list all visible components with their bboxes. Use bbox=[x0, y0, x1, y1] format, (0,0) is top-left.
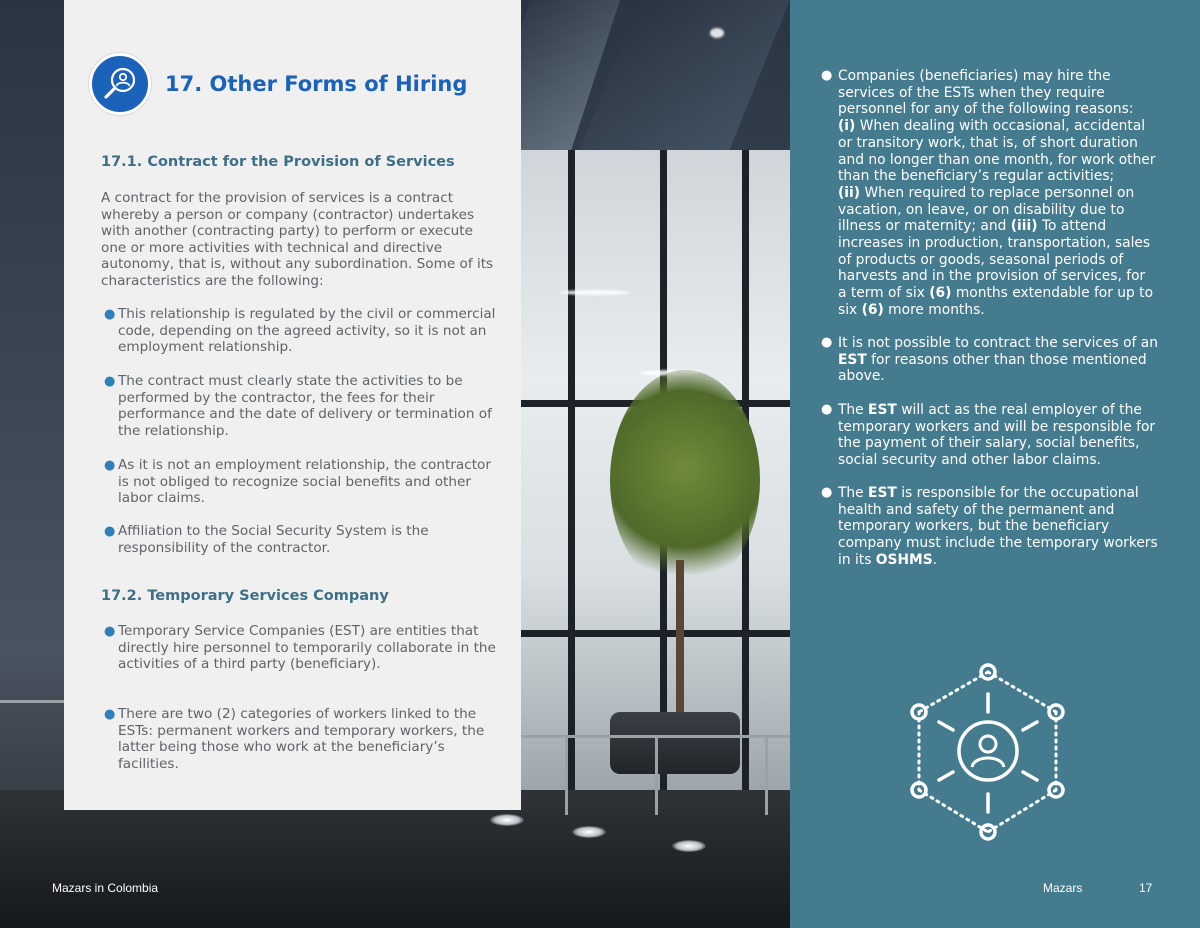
planter bbox=[610, 712, 740, 774]
floor bbox=[0, 790, 790, 928]
list-item: ● It is not possible to contract the services of an EST for reasons other than those mentioned above. bbox=[821, 335, 1158, 385]
tree bbox=[610, 370, 760, 590]
list-item: ● Companies (beneficiaries) may hire the services of the ESTs when they require personnel for any of the following reasons: (i) When dealing with occasional, accidental or transitory work, that is, of short duration and no longer than one month, for work other than the beneficiary’s regular activities; (ii) When required to replace personnel on vacation, on leave, or on disability due to illness or maternity; and (iii) To attend increases in production, transportation, sales of products or goods, seasonal periods of harvests and in the provision of services, for a term of six (6) months extendable for up to six (6) more months. bbox=[821, 68, 1156, 318]
list-item: ● There are two (2) categories of workers linked to the ESTs: permanent workers and temporary workers, the latter being those who work at the beneficiary’s facilities. bbox=[104, 706, 485, 772]
person-network-icon bbox=[903, 660, 1073, 845]
search-person-icon bbox=[89, 53, 151, 115]
list-item: ● Temporary Service Companies (EST) are entities that directly hire personnel to temporarily collaborate in the activities of a third party (beneficiary). bbox=[104, 623, 496, 673]
list-item: ● Affiliation to the Social Security System is the responsibility of the contractor. bbox=[104, 523, 429, 556]
page-title: 17. Other Forms of Hiring bbox=[165, 72, 468, 96]
list-item: ● The contract must clearly state the activities to be performed by the contractor, the fees for their performance and the date of delivery or termination of the relationship. bbox=[104, 373, 492, 439]
section-title-contract: 17.1. Contract for the Provision of Services bbox=[101, 154, 455, 170]
list-item: ● The EST will act as the real employer of the temporary workers and will be responsible for the payment of their salary, social benefits, social security and other labor claims. bbox=[821, 402, 1156, 469]
list-item: ● The EST is responsible for the occupational health and safety of the permanent and temporary workers, but the beneficiary company must include the temporary workers in its OSHMS. bbox=[821, 485, 1158, 568]
footer-brand: Mazars bbox=[1043, 881, 1083, 895]
page-number: 17 bbox=[1139, 881, 1153, 895]
footer-left: Mazars in Colombia bbox=[52, 881, 159, 895]
section-title-temporary: 17.2. Temporary Services Company bbox=[101, 588, 389, 604]
list-item: ● This relationship is regulated by the civil or commercial code, depending on the agreed activity, so it is not an employment relationship. bbox=[104, 306, 496, 356]
section-intro: A contract for the provision of services is a contract whereby a person or company (contractor) undertakes with another (contracting party) to perform or execute one or more activities with technical and directive autonomy, that is, without any subordination. Some of its characteristics are the following: bbox=[101, 190, 494, 289]
list-item: ● As it is not an employment relationship, the contractor is not obliged to recognize social benefits and other labor claims. bbox=[104, 457, 491, 507]
